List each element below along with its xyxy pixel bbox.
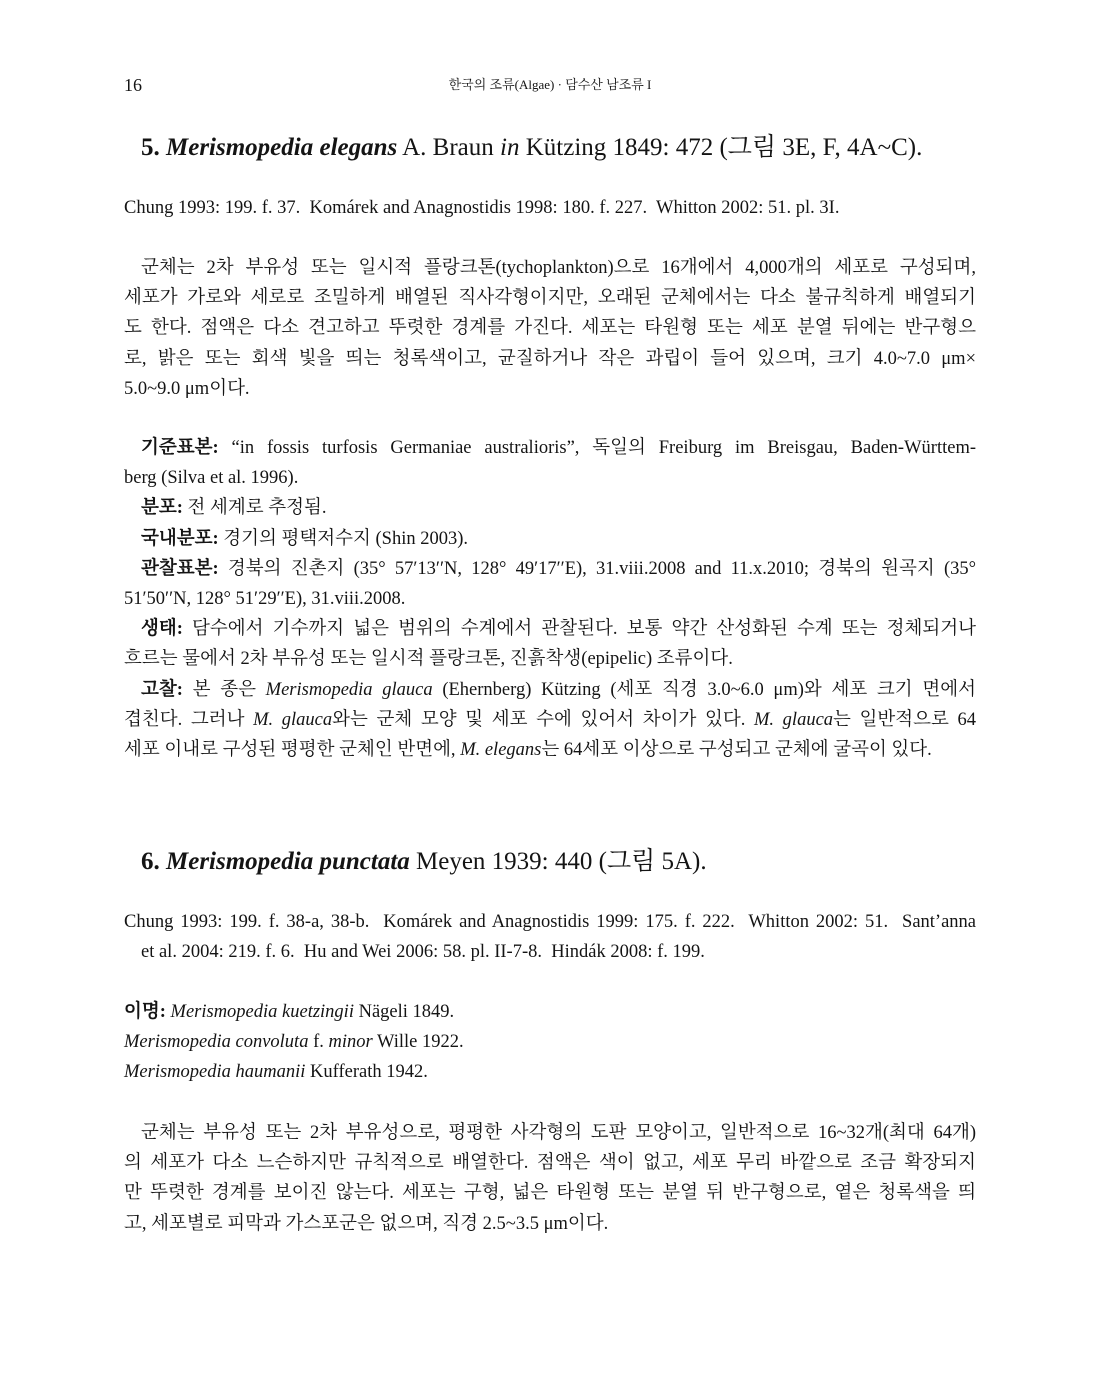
taxon-name: Merismopedia glauca: [265, 679, 433, 700]
distribution-text: 전 세계로 추정됨.: [187, 498, 327, 519]
synonym-infraspecific: minor: [328, 1032, 373, 1053]
description-line: 의 세포가 다소 느슨하지만 규칙적으로 배열한다. 점액은 색이 없고, 세포 무리 바깥으로 조금 확장되지: [124, 1153, 976, 1174]
remarks-line: [124, 735, 976, 765]
remarks-text: 는 64세포 이상으로 구성되고 군체에 굴곡이 있다.: [541, 739, 932, 760]
synonym-authority: Wille 1922.: [377, 1032, 464, 1053]
running-title: 한국의 조류(Algae) · 담수산 남조류 I: [448, 77, 652, 92]
distribution-label: 분포:: [141, 498, 183, 519]
remarks-text: 와는 군체 모양 및 세포 수에 있어서 차이가 있다.: [332, 709, 746, 730]
taxon-name: M. glauca: [754, 709, 834, 730]
ecology-label: 생태:: [141, 619, 183, 640]
species-6-references: [124, 907, 976, 967]
taxon-name: M. elegans: [460, 739, 542, 760]
species-name: Merismopedia elegans: [166, 134, 398, 161]
species-number: 6.: [141, 848, 160, 875]
species-5-fields: [124, 433, 976, 765]
type-specimen-line: berg (Silva et al. 1996).: [124, 468, 299, 489]
distribution-line: [124, 493, 976, 523]
species-heading: [124, 842, 976, 882]
remarks-text: 세포 이내로 구성된 평평한 군체인 반면에,: [124, 739, 456, 760]
species-number: 5.: [141, 134, 160, 161]
reference-line: et al. 2004: 219. f. 6. Hu and Wei 2006: 58. pl. II-7-8. Hindák 2008: f. 199.: [141, 942, 705, 963]
species-5-description: [124, 253, 976, 404]
remarks-label: 고찰:: [141, 679, 183, 700]
synonyms-label: 이명:: [124, 1002, 166, 1022]
korean-distribution-text: 경기의 평택저수지 (Shin 2003).: [223, 528, 468, 549]
ecology-line: [124, 614, 976, 644]
ecology-text: 담수에서 기수까지 넓은 범위의 수계에서 관찰된다. 보통 약간 산성화된 수계 또는 정체되거나: [192, 619, 977, 640]
running-header: [124, 70, 976, 100]
species-5-references: [124, 193, 976, 223]
specimens-examined-text: 경북의 진촌지 (35° 57′13′′N, 128° 49′17′′E), 31.viii.2008 and 11.x.2010; 경북의 원곡지 (35°: [227, 558, 977, 579]
korean-distribution-line: [124, 524, 976, 554]
description-line: 5.0~9.0 μm이다.: [124, 378, 250, 399]
remarks-line: [124, 675, 976, 705]
species-6-description: [124, 1118, 976, 1239]
type-specimen-line: [124, 433, 976, 463]
citation: Meyen 1939: 440 (그림 5A).: [416, 848, 707, 875]
specimens-examined-line: 51′50′′N, 128° 51′29′′E), 31.viii.2008.: [124, 588, 406, 609]
type-specimen-label: 기준표본:: [141, 438, 219, 458]
korean-distribution-label: 국내분포:: [141, 528, 219, 549]
synonym-name: Merismopedia haumanii: [124, 1062, 306, 1083]
synonym-rank: f.: [313, 1032, 324, 1053]
species-5-heading-block: [124, 128, 976, 168]
remarks-text: 본 종은: [192, 679, 256, 700]
reference-line: Chung 1993: 199. f. 38-a, 38-b. Komárek and Anagnostidis 1999: 175. f. 222. Whitton 2002: 51. Sant’anna: [124, 912, 976, 932]
remarks-text: 는 일반적으로 64: [833, 709, 977, 730]
citation: Kützing 1849: 472 (그림 3E, F, 4A~C).: [525, 134, 923, 161]
taxon-name: M. glauca: [253, 709, 333, 730]
description-line: 군체는 부유성 또는 2차 부유성으로, 평평한 사각형의 도판 모양이고, 일반적으로 16~32개(최대 64개): [141, 1123, 976, 1143]
description-line: 세포가 가로와 세로로 조밀하게 배열된 직사각형이지만, 오래된 군체에서는 다소 불규칙하게 배열되기: [124, 288, 976, 309]
reference-line: Chung 1993: 199. f. 37. Komárek and Anagnostidis 1998: 180. f. 227. Whitton 2002: 51. pl. 3I.: [124, 198, 840, 218]
page-number: 16: [124, 75, 142, 95]
species-heading: [124, 128, 976, 168]
remarks-text: 겹친다. 그러나: [124, 709, 245, 730]
author-connector: in: [500, 134, 520, 161]
synonym-authority: Nägeli 1849.: [358, 1002, 455, 1022]
remarks-text: (Ehernberg) Kützing (세포 직경 3.0~6.0 μm)와 세포 크기 면에서: [442, 679, 976, 700]
type-specimen-text: “in fossis turfosis Germaniae australioris”, 독일의 Freiburg im Breisgau, Baden-Württem-: [231, 438, 976, 458]
ecology-line: 흐르는 물에서 2차 부유성 또는 일시적 플랑크톤, 진흙착생(epipelic) 조류이다.: [124, 649, 733, 670]
synonym-name: Merismopedia convoluta: [124, 1032, 309, 1053]
description-line: 군체는 2차 부유성 또는 일시적 플랑크톤(tychoplankton)으로 16개에서 4,000개의 세포로 구성되며,: [141, 258, 976, 278]
species-name: Merismopedia punctata: [166, 848, 410, 875]
species-6-heading-block: [124, 842, 976, 882]
author-name: A. Braun: [402, 134, 494, 161]
description-line: 만 뚜렷한 경계를 보이진 않는다. 세포는 구형, 넓은 타원형 또는 분열 뒤 반구형으로, 옅은 청록색을 띄: [124, 1183, 976, 1204]
specimens-examined-line: [124, 554, 976, 584]
specimens-examined-label: 관찰표본:: [141, 558, 219, 579]
synonym-name: Merismopedia kuetzingii: [170, 1002, 354, 1022]
species-6-synonyms: [124, 997, 976, 1088]
synonym-line: [124, 1057, 976, 1087]
description-line: 로, 밝은 또는 회색 빛을 띄는 청록색이고, 균질하거나 작은 과립이 들어 있으며, 크기 4.0~7.0 μm×: [124, 348, 976, 369]
synonym-line: [124, 997, 976, 1027]
remarks-line: [124, 705, 976, 735]
synonym-line: [124, 1027, 976, 1057]
description-line: 도 한다. 점액은 다소 견고하고 뚜렷한 경계를 가진다. 세포는 타원형 또는 세포 분열 뒤에는 반구형으: [124, 318, 977, 339]
description-line: 고, 세포별로 피막과 가스포군은 없으며, 직경 2.5~3.5 μm이다.: [124, 1213, 609, 1234]
synonym-authority: Kufferath 1942.: [310, 1062, 428, 1083]
